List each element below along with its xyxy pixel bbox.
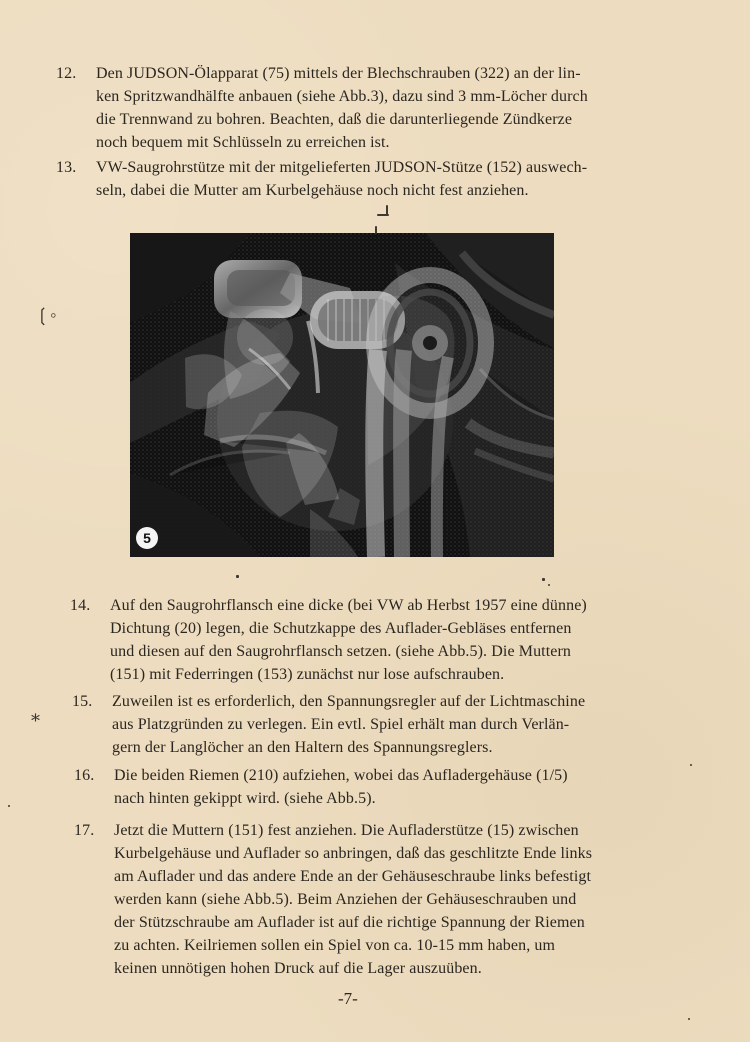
page-number: -7- — [338, 989, 358, 1008]
instruction-item-14 — [70, 594, 710, 686]
scan-mark — [548, 584, 550, 586]
instruction-item-15 — [72, 690, 712, 759]
item-number: 16. — [74, 767, 95, 784]
item-text: Auf den Saugrohrflansch eine dicke (bei VW ab Herbst 1957 eine dünne) Dichtung (20) legen, die Schutzkappe des Auflader-Gebläses entfernen und diesen auf den Saugrohrflansch setzen. (siehe Abb.5). Die Muttern (151) mit Federringen (153) zunächst nur lose aufschrauben. — [110, 597, 587, 683]
instruction-item-12 — [56, 62, 706, 154]
item-number: 12. — [56, 65, 77, 82]
item-number: 17. — [74, 822, 95, 839]
item-number: 15. — [72, 693, 93, 710]
engine-illustration — [130, 233, 554, 557]
instruction-item-16 — [74, 764, 714, 810]
item-text: Zuweilen ist es erforderlich, den Spannungsregler auf der Lichtmaschine aus Platzgründen zu verlegen. Ein evtl. Spiel erhält man durch Verlän- gern der Langlöcher an den Haltern des Spannungsreglers. — [112, 693, 586, 756]
instruction-item-13 — [56, 156, 706, 202]
item-text: VW-Saugrohrstütze mit der mitgelieferten JUDSON-Stütze (152) auswech- seln, dabei die Mutter am Kurbelgehäuse noch nicht fest anziehen. — [96, 159, 588, 199]
scan-mark — [690, 764, 692, 766]
scan-mark — [386, 205, 388, 215]
scan-mark — [375, 226, 377, 234]
item-text: Jetzt die Muttern (151) fest anziehen. Die Aufladerstütze (15) zwischen Kurbelgehäuse und Auflader so anbringen, daß das geschlitzte Ende links am Auflader und das andere Ende an der Gehäuseschraube links befestigt werden kann (siehe Abb.5). Beim Anziehen der Gehäuseschrauben und der Stützschraube am Auflader ist auf die richtige Spannung der Riemen zu achten. Keilriemen sollen ein Spiel von ca. 10-15 mm haben, um keinen unnötigen hohen Druck auf die Lager auszuüben. — [114, 822, 593, 977]
scan-mark — [542, 578, 545, 581]
engine-photo — [130, 233, 554, 557]
figure-badge: 5 — [136, 527, 158, 549]
item-number: 14. — [70, 597, 91, 614]
scan-mark — [236, 575, 239, 578]
scan-mark — [8, 805, 10, 807]
instruction-item-17 — [74, 819, 719, 980]
margin-mark-left: ❲◦ — [35, 305, 57, 325]
item-text: Den JUDSON-Ölapparat (75) mittels der Blechschrauben (322) an der lin- ken Spritzwandhälfte anbauen (siehe Abb.3), dazu sind 3 mm-Löcher durch die Trennwand zu bohren. Beachten, daß die darunterliegende Zündkerze noch bequem mit Schlüsseln zu erreichen ist. — [96, 65, 588, 151]
item-text: Die beiden Riemen (210) aufziehen, wobei das Aufladergehäuse (1/5) nach hinten gekippt wird. (siehe Abb.5). — [114, 767, 568, 807]
margin-mark-left-lower: ⁎ — [31, 705, 40, 725]
item-number: 13. — [56, 159, 77, 176]
scan-mark — [688, 1018, 690, 1020]
